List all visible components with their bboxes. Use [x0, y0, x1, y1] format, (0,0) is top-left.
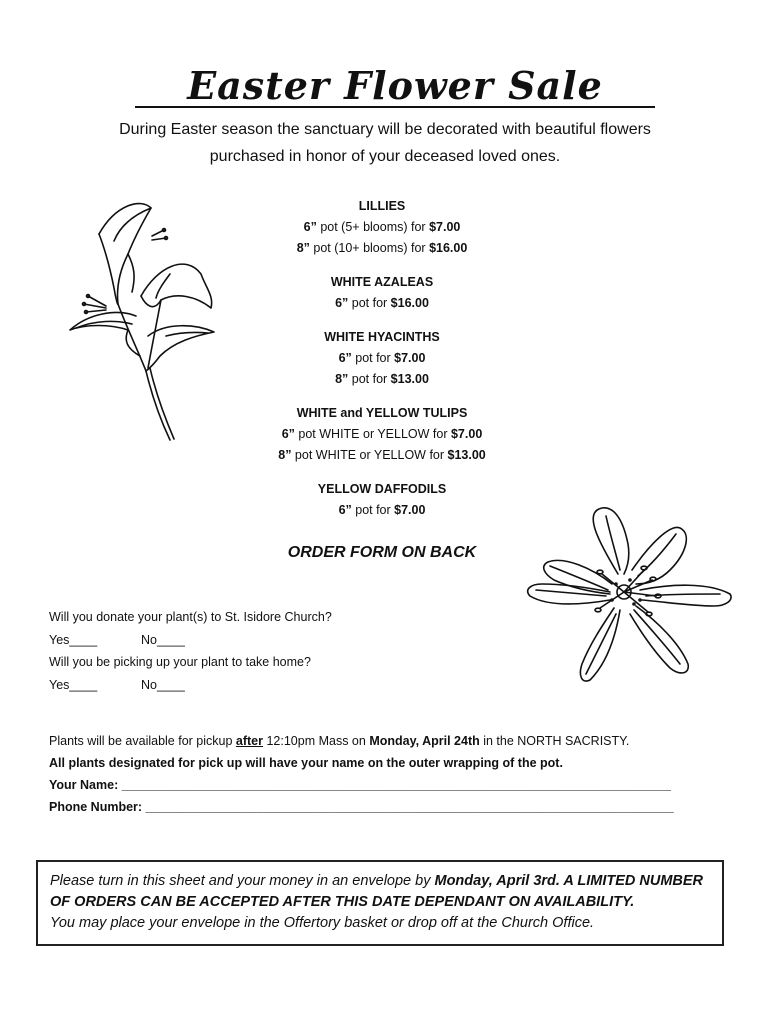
price-line: 6” pot for $16.00 [335, 296, 429, 310]
order-form-note: ORDER FORM ON BACK [287, 544, 477, 561]
phone-number-field[interactable]: Phone Number: ____________________________________________________________________________ [49, 800, 674, 814]
pickup-info [49, 730, 729, 818]
intro-line-1: During Easter season the sanctuary will be decorated with beautiful flowers [119, 121, 651, 138]
price-line: 6” pot for $7.00 [338, 351, 426, 365]
pickup-question: Will you be picking up your plant to take home? [49, 655, 311, 669]
price-line: 6” pot for $7.00 [338, 503, 426, 517]
product-name: YELLOW DAFFODILS [317, 482, 447, 496]
dropoff-instructions: You may place your envelope in the Offertory basket or drop off at the Church Office. [50, 915, 595, 931]
product-hyacinths [232, 327, 532, 390]
intro-line-2: purchased in honor of your deceased loved ones. [209, 148, 561, 165]
title-underline [135, 106, 655, 108]
donate-yes-blank[interactable]: Yes____ [49, 632, 98, 647]
price-line: 6” pot (5+ blooms) for $7.00 [303, 220, 461, 234]
deadline-text: Please turn in this sheet and your money in an envelope by Monday, April 3rd. A LIMITED NUMBER OF ORDERS CAN BE ACCEPTED AFTER THIS DATE DEPENDANT ON AVAILABILITY. [50, 873, 704, 910]
questions-section [49, 606, 569, 696]
deadline-date: Monday, April 3rd [434, 873, 556, 889]
price-list [232, 196, 532, 534]
product-name: WHITE AZALEAS [330, 275, 434, 289]
product-name: LILLIES [358, 199, 406, 213]
intro-text [40, 116, 730, 170]
title-area [135, 62, 655, 110]
calla-lily-icon [66, 196, 216, 442]
after-emphasis: after [235, 734, 263, 748]
product-name: WHITE HYACINTHS [324, 330, 440, 344]
your-name-field[interactable]: Your Name: _______________________________________________________________________________ [49, 778, 671, 792]
pickup-answer-row [49, 674, 569, 697]
product-lillies [232, 196, 532, 259]
pickup-no-blank[interactable]: No____ [141, 677, 185, 692]
donate-answer-row [49, 629, 569, 652]
limited-orders-warning: . A LIMITED NUMBER OF ORDERS CAN BE ACCEPTED AFTER THIS DATE DEPENDANT ON AVAILABILITY. [50, 873, 704, 910]
deadline-notice-box [36, 860, 724, 946]
donate-question: Will you donate your plant(s) to St. Isidore Church? [49, 610, 332, 624]
price-line: 8” pot (10+ blooms) for $16.00 [296, 241, 468, 255]
price-line: 8” pot WHITE or YELLOW for $13.00 [278, 448, 486, 462]
product-tulips [232, 403, 532, 466]
price-line: 8” pot for $13.00 [335, 372, 429, 386]
pickup-line: Plants will be available for pickup after 12:10pm Mass on Monday, April 24th in the NORTH SACRISTY. [49, 734, 630, 748]
product-daffodils [232, 479, 532, 521]
product-azaleas [232, 272, 532, 314]
product-name: WHITE and YELLOW TULIPS [296, 406, 468, 420]
name-wrapping-note: All plants designated for pick up will have your name on the outer wrapping of the pot. [49, 756, 563, 770]
pickup-yes-blank[interactable]: Yes____ [49, 677, 98, 692]
page-title: Easter Flower Sale [187, 63, 603, 108]
price-line: 6” pot WHITE or YELLOW for $7.00 [281, 427, 483, 441]
donate-no-blank[interactable]: No____ [141, 632, 185, 647]
pickup-date: Monday, April 24th [369, 734, 480, 748]
